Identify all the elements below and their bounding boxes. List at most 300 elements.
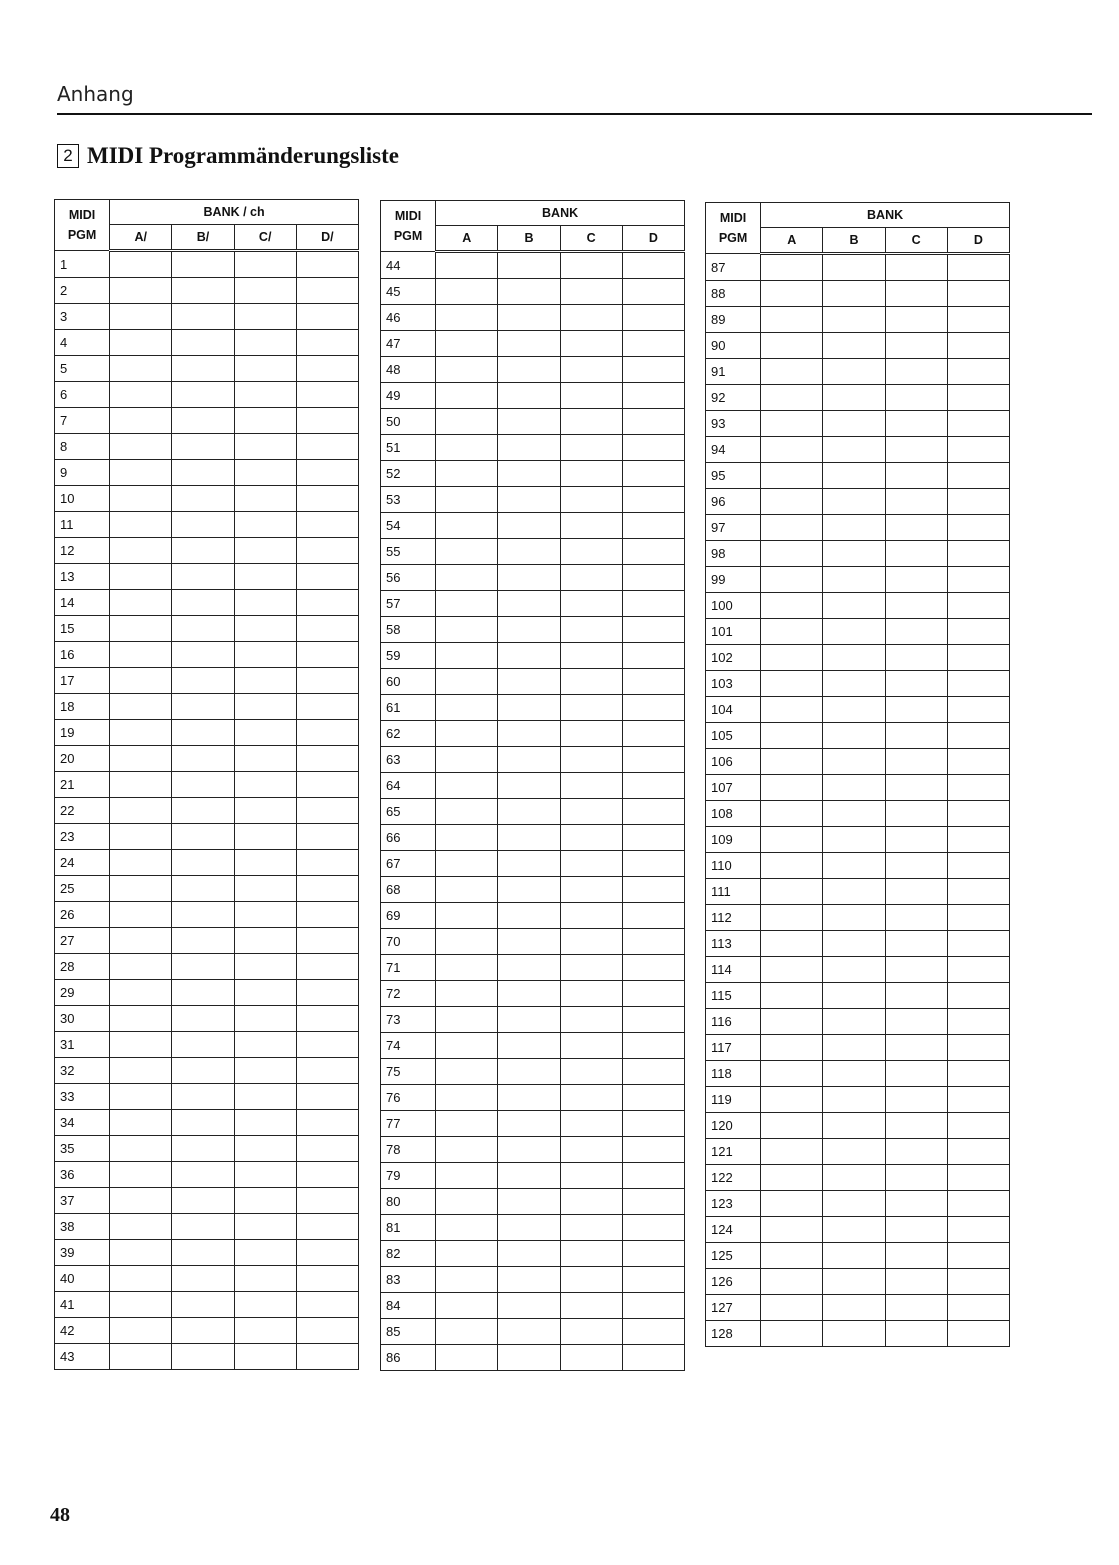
bank-entry-cell[interactable] — [234, 278, 296, 304]
bank-entry-cell[interactable] — [110, 1344, 172, 1370]
bank-entry-cell[interactable] — [560, 955, 622, 981]
bank-entry-cell[interactable] — [823, 307, 885, 333]
bank-entry-cell[interactable] — [947, 879, 1009, 905]
bank-entry-cell[interactable] — [560, 643, 622, 669]
bank-entry-cell[interactable] — [296, 850, 358, 876]
bank-entry-cell[interactable] — [436, 955, 498, 981]
bank-entry-cell[interactable] — [823, 411, 885, 437]
bank-entry-cell[interactable] — [110, 772, 172, 798]
bank-entry-cell[interactable] — [172, 1240, 234, 1266]
bank-entry-cell[interactable] — [296, 1214, 358, 1240]
bank-entry-cell[interactable] — [823, 281, 885, 307]
bank-entry-cell[interactable] — [110, 980, 172, 1006]
bank-entry-cell[interactable] — [234, 251, 296, 278]
bank-entry-cell[interactable] — [622, 279, 684, 305]
bank-entry-cell[interactable] — [947, 931, 1009, 957]
bank-entry-cell[interactable] — [622, 695, 684, 721]
bank-entry-cell[interactable] — [436, 981, 498, 1007]
bank-entry-cell[interactable] — [761, 254, 823, 281]
bank-entry-cell[interactable] — [823, 1191, 885, 1217]
bank-entry-cell[interactable] — [110, 798, 172, 824]
bank-entry-cell[interactable] — [110, 1058, 172, 1084]
bank-entry-cell[interactable] — [947, 1061, 1009, 1087]
bank-entry-cell[interactable] — [436, 539, 498, 565]
bank-entry-cell[interactable] — [110, 408, 172, 434]
bank-entry-cell[interactable] — [436, 877, 498, 903]
bank-entry-cell[interactable] — [885, 619, 947, 645]
bank-entry-cell[interactable] — [296, 356, 358, 382]
bank-entry-cell[interactable] — [947, 411, 1009, 437]
bank-entry-cell[interactable] — [622, 903, 684, 929]
bank-entry-cell[interactable] — [110, 1318, 172, 1344]
bank-entry-cell[interactable] — [560, 851, 622, 877]
bank-entry-cell[interactable] — [885, 489, 947, 515]
bank-entry-cell[interactable] — [436, 331, 498, 357]
bank-entry-cell[interactable] — [947, 437, 1009, 463]
bank-entry-cell[interactable] — [498, 487, 560, 513]
bank-entry-cell[interactable] — [436, 409, 498, 435]
bank-entry-cell[interactable] — [296, 1006, 358, 1032]
bank-entry-cell[interactable] — [823, 385, 885, 411]
bank-entry-cell[interactable] — [234, 902, 296, 928]
bank-entry-cell[interactable] — [296, 928, 358, 954]
bank-entry-cell[interactable] — [296, 772, 358, 798]
bank-entry-cell[interactable] — [234, 720, 296, 746]
bank-entry-cell[interactable] — [947, 359, 1009, 385]
bank-entry-cell[interactable] — [296, 1188, 358, 1214]
bank-entry-cell[interactable] — [823, 957, 885, 983]
bank-entry-cell[interactable] — [110, 746, 172, 772]
bank-entry-cell[interactable] — [947, 281, 1009, 307]
bank-entry-cell[interactable] — [622, 252, 684, 279]
bank-entry-cell[interactable] — [172, 1110, 234, 1136]
bank-entry-cell[interactable] — [436, 1319, 498, 1345]
bank-entry-cell[interactable] — [110, 512, 172, 538]
bank-entry-cell[interactable] — [622, 773, 684, 799]
bank-entry-cell[interactable] — [296, 980, 358, 1006]
bank-entry-cell[interactable] — [296, 616, 358, 642]
bank-entry-cell[interactable] — [622, 1137, 684, 1163]
bank-entry-cell[interactable] — [110, 486, 172, 512]
bank-entry-cell[interactable] — [172, 434, 234, 460]
bank-entry-cell[interactable] — [761, 515, 823, 541]
bank-entry-cell[interactable] — [947, 671, 1009, 697]
bank-entry-cell[interactable] — [234, 876, 296, 902]
bank-entry-cell[interactable] — [110, 902, 172, 928]
bank-entry-cell[interactable] — [172, 408, 234, 434]
bank-entry-cell[interactable] — [823, 1087, 885, 1113]
bank-entry-cell[interactable] — [498, 903, 560, 929]
bank-entry-cell[interactable] — [436, 903, 498, 929]
bank-entry-cell[interactable] — [823, 1321, 885, 1347]
bank-entry-cell[interactable] — [823, 983, 885, 1009]
bank-entry-cell[interactable] — [296, 1344, 358, 1370]
bank-entry-cell[interactable] — [761, 1113, 823, 1139]
bank-entry-cell[interactable] — [823, 879, 885, 905]
bank-entry-cell[interactable] — [823, 333, 885, 359]
bank-entry-cell[interactable] — [172, 460, 234, 486]
bank-entry-cell[interactable] — [234, 564, 296, 590]
bank-entry-cell[interactable] — [110, 1006, 172, 1032]
bank-entry-cell[interactable] — [436, 851, 498, 877]
bank-entry-cell[interactable] — [885, 1217, 947, 1243]
bank-entry-cell[interactable] — [498, 851, 560, 877]
bank-entry-cell[interactable] — [234, 954, 296, 980]
bank-entry-cell[interactable] — [498, 513, 560, 539]
bank-entry-cell[interactable] — [947, 307, 1009, 333]
bank-entry-cell[interactable] — [234, 486, 296, 512]
bank-entry-cell[interactable] — [498, 643, 560, 669]
bank-entry-cell[interactable] — [823, 749, 885, 775]
bank-entry-cell[interactable] — [172, 928, 234, 954]
bank-entry-cell[interactable] — [234, 330, 296, 356]
bank-entry-cell[interactable] — [885, 254, 947, 281]
bank-entry-cell[interactable] — [110, 278, 172, 304]
bank-entry-cell[interactable] — [498, 1267, 560, 1293]
bank-entry-cell[interactable] — [823, 697, 885, 723]
bank-entry-cell[interactable] — [172, 694, 234, 720]
bank-entry-cell[interactable] — [947, 1113, 1009, 1139]
bank-entry-cell[interactable] — [947, 541, 1009, 567]
bank-entry-cell[interactable] — [761, 1243, 823, 1269]
bank-entry-cell[interactable] — [436, 825, 498, 851]
bank-entry-cell[interactable] — [296, 434, 358, 460]
bank-entry-cell[interactable] — [885, 801, 947, 827]
bank-entry-cell[interactable] — [947, 905, 1009, 931]
bank-entry-cell[interactable] — [622, 1345, 684, 1371]
bank-entry-cell[interactable] — [296, 1240, 358, 1266]
bank-entry-cell[interactable] — [436, 513, 498, 539]
bank-entry-cell[interactable] — [761, 1087, 823, 1113]
bank-entry-cell[interactable] — [436, 461, 498, 487]
bank-entry-cell[interactable] — [885, 983, 947, 1009]
bank-entry-cell[interactable] — [947, 697, 1009, 723]
bank-entry-cell[interactable] — [622, 1111, 684, 1137]
bank-entry-cell[interactable] — [436, 383, 498, 409]
bank-entry-cell[interactable] — [885, 775, 947, 801]
bank-entry-cell[interactable] — [823, 1269, 885, 1295]
bank-entry-cell[interactable] — [947, 619, 1009, 645]
bank-entry-cell[interactable] — [947, 983, 1009, 1009]
bank-entry-cell[interactable] — [436, 1345, 498, 1371]
bank-entry-cell[interactable] — [234, 1084, 296, 1110]
bank-entry-cell[interactable] — [110, 1292, 172, 1318]
bank-entry-cell[interactable] — [947, 1009, 1009, 1035]
bank-entry-cell[interactable] — [761, 827, 823, 853]
bank-entry-cell[interactable] — [498, 981, 560, 1007]
bank-entry-cell[interactable] — [761, 1139, 823, 1165]
bank-entry-cell[interactable] — [498, 799, 560, 825]
bank-entry-cell[interactable] — [172, 1058, 234, 1084]
bank-entry-cell[interactable] — [885, 385, 947, 411]
bank-entry-cell[interactable] — [560, 383, 622, 409]
bank-entry-cell[interactable] — [947, 645, 1009, 671]
bank-entry-cell[interactable] — [234, 304, 296, 330]
bank-entry-cell[interactable] — [436, 1267, 498, 1293]
bank-entry-cell[interactable] — [498, 305, 560, 331]
bank-entry-cell[interactable] — [622, 357, 684, 383]
bank-entry-cell[interactable] — [885, 1295, 947, 1321]
bank-entry-cell[interactable] — [172, 1318, 234, 1344]
bank-entry-cell[interactable] — [436, 1059, 498, 1085]
bank-entry-cell[interactable] — [234, 1344, 296, 1370]
bank-entry-cell[interactable] — [761, 1269, 823, 1295]
bank-entry-cell[interactable] — [823, 1113, 885, 1139]
bank-entry-cell[interactable] — [436, 1007, 498, 1033]
bank-entry-cell[interactable] — [234, 1292, 296, 1318]
bank-entry-cell[interactable] — [947, 254, 1009, 281]
bank-entry-cell[interactable] — [234, 408, 296, 434]
bank-entry-cell[interactable] — [622, 1267, 684, 1293]
bank-entry-cell[interactable] — [622, 513, 684, 539]
bank-entry-cell[interactable] — [885, 541, 947, 567]
bank-entry-cell[interactable] — [498, 955, 560, 981]
bank-entry-cell[interactable] — [234, 1188, 296, 1214]
bank-entry-cell[interactable] — [436, 617, 498, 643]
bank-entry-cell[interactable] — [296, 1292, 358, 1318]
bank-entry-cell[interactable] — [234, 590, 296, 616]
bank-entry-cell[interactable] — [622, 929, 684, 955]
bank-entry-cell[interactable] — [560, 435, 622, 461]
bank-entry-cell[interactable] — [234, 772, 296, 798]
bank-entry-cell[interactable] — [560, 1007, 622, 1033]
bank-entry-cell[interactable] — [885, 1269, 947, 1295]
bank-entry-cell[interactable] — [172, 720, 234, 746]
bank-entry-cell[interactable] — [622, 1163, 684, 1189]
bank-entry-cell[interactable] — [498, 747, 560, 773]
bank-entry-cell[interactable] — [761, 333, 823, 359]
bank-entry-cell[interactable] — [560, 487, 622, 513]
bank-entry-cell[interactable] — [761, 1295, 823, 1321]
bank-entry-cell[interactable] — [947, 723, 1009, 749]
bank-entry-cell[interactable] — [172, 1344, 234, 1370]
bank-entry-cell[interactable] — [110, 1240, 172, 1266]
bank-entry-cell[interactable] — [560, 695, 622, 721]
bank-entry-cell[interactable] — [296, 486, 358, 512]
bank-entry-cell[interactable] — [761, 957, 823, 983]
bank-entry-cell[interactable] — [761, 593, 823, 619]
bank-entry-cell[interactable] — [947, 853, 1009, 879]
bank-entry-cell[interactable] — [947, 1087, 1009, 1113]
bank-entry-cell[interactable] — [436, 1085, 498, 1111]
bank-entry-cell[interactable] — [885, 1243, 947, 1269]
bank-entry-cell[interactable] — [172, 1006, 234, 1032]
bank-entry-cell[interactable] — [172, 564, 234, 590]
bank-entry-cell[interactable] — [436, 565, 498, 591]
bank-entry-cell[interactable] — [110, 434, 172, 460]
bank-entry-cell[interactable] — [823, 567, 885, 593]
bank-entry-cell[interactable] — [110, 1032, 172, 1058]
bank-entry-cell[interactable] — [234, 538, 296, 564]
bank-entry-cell[interactable] — [823, 827, 885, 853]
bank-entry-cell[interactable] — [947, 1295, 1009, 1321]
bank-entry-cell[interactable] — [296, 694, 358, 720]
bank-entry-cell[interactable] — [110, 1266, 172, 1292]
bank-entry-cell[interactable] — [172, 304, 234, 330]
bank-entry-cell[interactable] — [296, 564, 358, 590]
bank-entry-cell[interactable] — [622, 539, 684, 565]
bank-entry-cell[interactable] — [110, 720, 172, 746]
bank-entry-cell[interactable] — [560, 877, 622, 903]
bank-entry-cell[interactable] — [761, 983, 823, 1009]
bank-entry-cell[interactable] — [622, 383, 684, 409]
bank-entry-cell[interactable] — [885, 749, 947, 775]
bank-entry-cell[interactable] — [823, 359, 885, 385]
bank-entry-cell[interactable] — [885, 879, 947, 905]
bank-entry-cell[interactable] — [234, 1110, 296, 1136]
bank-entry-cell[interactable] — [110, 850, 172, 876]
bank-entry-cell[interactable] — [498, 617, 560, 643]
bank-entry-cell[interactable] — [172, 746, 234, 772]
bank-entry-cell[interactable] — [234, 460, 296, 486]
bank-entry-cell[interactable] — [560, 1085, 622, 1111]
bank-entry-cell[interactable] — [622, 591, 684, 617]
bank-entry-cell[interactable] — [885, 307, 947, 333]
bank-entry-cell[interactable] — [560, 721, 622, 747]
bank-entry-cell[interactable] — [172, 824, 234, 850]
bank-entry-cell[interactable] — [622, 799, 684, 825]
bank-entry-cell[interactable] — [560, 617, 622, 643]
bank-entry-cell[interactable] — [296, 278, 358, 304]
bank-entry-cell[interactable] — [498, 461, 560, 487]
bank-entry-cell[interactable] — [234, 1006, 296, 1032]
bank-entry-cell[interactable] — [560, 409, 622, 435]
bank-entry-cell[interactable] — [172, 642, 234, 668]
bank-entry-cell[interactable] — [823, 463, 885, 489]
bank-entry-cell[interactable] — [761, 879, 823, 905]
bank-entry-cell[interactable] — [172, 1032, 234, 1058]
bank-entry-cell[interactable] — [885, 723, 947, 749]
bank-entry-cell[interactable] — [823, 905, 885, 931]
bank-entry-cell[interactable] — [172, 1292, 234, 1318]
bank-entry-cell[interactable] — [761, 1165, 823, 1191]
bank-entry-cell[interactable] — [234, 642, 296, 668]
bank-entry-cell[interactable] — [761, 1061, 823, 1087]
bank-entry-cell[interactable] — [296, 1136, 358, 1162]
bank-entry-cell[interactable] — [110, 590, 172, 616]
bank-entry-cell[interactable] — [498, 1241, 560, 1267]
bank-entry-cell[interactable] — [622, 409, 684, 435]
bank-entry-cell[interactable] — [885, 1035, 947, 1061]
bank-entry-cell[interactable] — [110, 460, 172, 486]
bank-entry-cell[interactable] — [172, 251, 234, 278]
bank-entry-cell[interactable] — [172, 1214, 234, 1240]
bank-entry-cell[interactable] — [761, 541, 823, 567]
bank-entry-cell[interactable] — [498, 591, 560, 617]
bank-entry-cell[interactable] — [947, 1217, 1009, 1243]
bank-entry-cell[interactable] — [761, 801, 823, 827]
bank-entry-cell[interactable] — [885, 1321, 947, 1347]
bank-entry-cell[interactable] — [296, 1032, 358, 1058]
bank-entry-cell[interactable] — [885, 931, 947, 957]
bank-entry-cell[interactable] — [885, 281, 947, 307]
bank-entry-cell[interactable] — [761, 489, 823, 515]
bank-entry-cell[interactable] — [560, 1319, 622, 1345]
bank-entry-cell[interactable] — [498, 773, 560, 799]
bank-entry-cell[interactable] — [947, 749, 1009, 775]
bank-entry-cell[interactable] — [885, 411, 947, 437]
bank-entry-cell[interactable] — [761, 905, 823, 931]
bank-entry-cell[interactable] — [823, 541, 885, 567]
bank-entry-cell[interactable] — [172, 486, 234, 512]
bank-entry-cell[interactable] — [110, 538, 172, 564]
bank-entry-cell[interactable] — [622, 1007, 684, 1033]
bank-entry-cell[interactable] — [436, 487, 498, 513]
bank-entry-cell[interactable] — [947, 1191, 1009, 1217]
bank-entry-cell[interactable] — [296, 1084, 358, 1110]
bank-entry-cell[interactable] — [296, 824, 358, 850]
bank-entry-cell[interactable] — [436, 279, 498, 305]
bank-entry-cell[interactable] — [947, 385, 1009, 411]
bank-entry-cell[interactable] — [234, 824, 296, 850]
bank-entry-cell[interactable] — [622, 1085, 684, 1111]
bank-entry-cell[interactable] — [498, 1007, 560, 1033]
bank-entry-cell[interactable] — [823, 853, 885, 879]
bank-entry-cell[interactable] — [823, 437, 885, 463]
bank-entry-cell[interactable] — [110, 1214, 172, 1240]
bank-entry-cell[interactable] — [885, 1009, 947, 1035]
bank-entry-cell[interactable] — [436, 305, 498, 331]
bank-entry-cell[interactable] — [436, 1241, 498, 1267]
bank-entry-cell[interactable] — [296, 668, 358, 694]
bank-entry-cell[interactable] — [947, 593, 1009, 619]
bank-entry-cell[interactable] — [172, 1266, 234, 1292]
bank-entry-cell[interactable] — [498, 409, 560, 435]
bank-entry-cell[interactable] — [110, 382, 172, 408]
bank-entry-cell[interactable] — [885, 957, 947, 983]
bank-entry-cell[interactable] — [296, 408, 358, 434]
bank-entry-cell[interactable] — [560, 929, 622, 955]
bank-entry-cell[interactable] — [560, 1137, 622, 1163]
bank-entry-cell[interactable] — [172, 616, 234, 642]
bank-entry-cell[interactable] — [761, 307, 823, 333]
bank-entry-cell[interactable] — [761, 1009, 823, 1035]
bank-entry-cell[interactable] — [110, 564, 172, 590]
bank-entry-cell[interactable] — [823, 1009, 885, 1035]
bank-entry-cell[interactable] — [823, 1295, 885, 1321]
bank-entry-cell[interactable] — [110, 1110, 172, 1136]
bank-entry-cell[interactable] — [296, 304, 358, 330]
bank-entry-cell[interactable] — [622, 487, 684, 513]
bank-entry-cell[interactable] — [560, 1163, 622, 1189]
bank-entry-cell[interactable] — [296, 954, 358, 980]
bank-entry-cell[interactable] — [436, 357, 498, 383]
bank-entry-cell[interactable] — [296, 1058, 358, 1084]
bank-entry-cell[interactable] — [110, 668, 172, 694]
bank-entry-cell[interactable] — [885, 1087, 947, 1113]
bank-entry-cell[interactable] — [110, 954, 172, 980]
bank-entry-cell[interactable] — [823, 671, 885, 697]
bank-entry-cell[interactable] — [234, 850, 296, 876]
bank-entry-cell[interactable] — [885, 1113, 947, 1139]
bank-entry-cell[interactable] — [560, 591, 622, 617]
bank-entry-cell[interactable] — [823, 593, 885, 619]
bank-entry-cell[interactable] — [498, 252, 560, 279]
bank-entry-cell[interactable] — [296, 1266, 358, 1292]
bank-entry-cell[interactable] — [947, 1243, 1009, 1269]
bank-entry-cell[interactable] — [622, 747, 684, 773]
bank-entry-cell[interactable] — [498, 1033, 560, 1059]
bank-entry-cell[interactable] — [172, 772, 234, 798]
bank-entry-cell[interactable] — [761, 697, 823, 723]
bank-entry-cell[interactable] — [947, 775, 1009, 801]
bank-entry-cell[interactable] — [172, 512, 234, 538]
bank-entry-cell[interactable] — [761, 775, 823, 801]
bank-entry-cell[interactable] — [560, 1189, 622, 1215]
bank-entry-cell[interactable] — [622, 565, 684, 591]
bank-entry-cell[interactable] — [823, 254, 885, 281]
bank-entry-cell[interactable] — [172, 954, 234, 980]
